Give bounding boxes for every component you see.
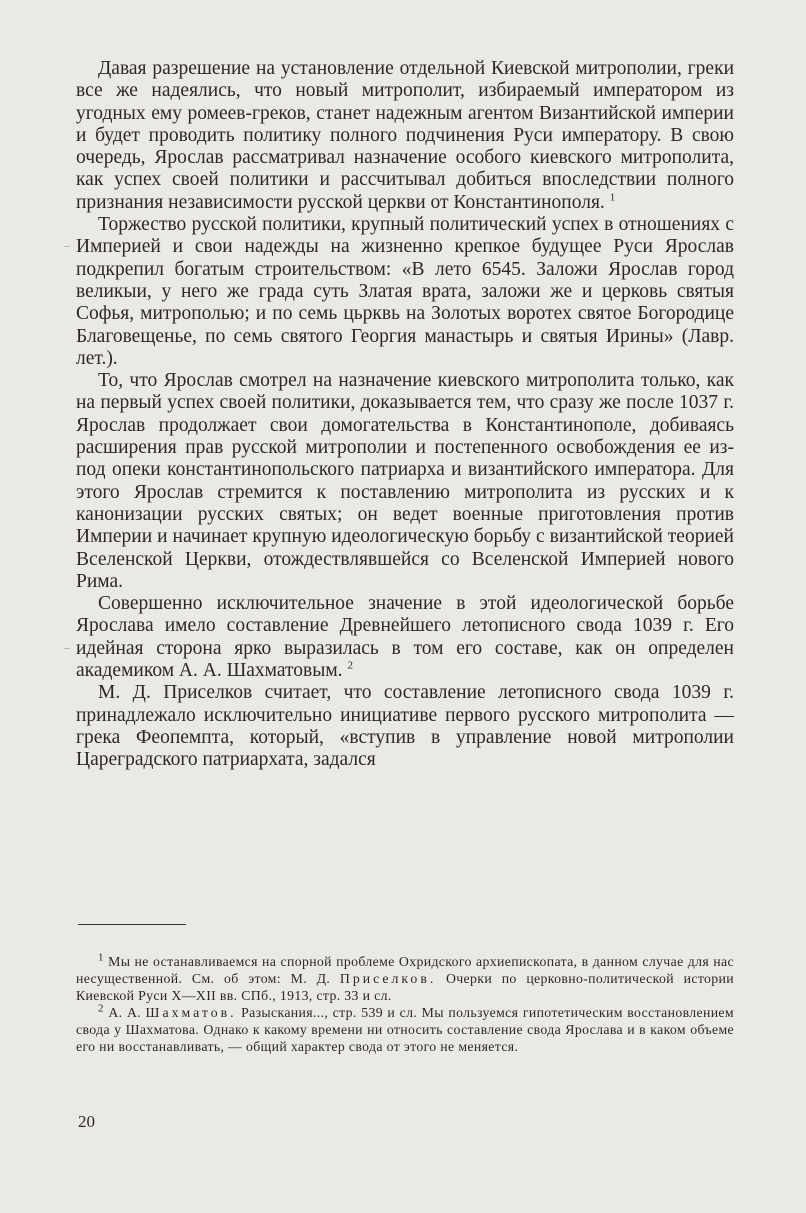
- footnote-1-source: Очерки по церковно-политической истории Киевской Руси X—XII вв. СПб., 1913, стр. 33 и сл.: [76, 971, 734, 1004]
- paragraph-2: [76, 214, 734, 370]
- footnote-2-mark: 2: [98, 1002, 104, 1015]
- footnote-2-text: Разыскания..., стр. 539 и сл. Мы пользуемся гипотетическим восстановлением свода у Шахматова. Однако к какому времени ни относить составление свода Ярослава и в каком объеме его ни восстанавливать, — общий характер свода от этого не меняется.: [76, 1005, 734, 1055]
- footnote-1: [76, 953, 734, 1004]
- paragraph-3: [76, 370, 734, 593]
- footnote-2-author: Шахматов.: [145, 1005, 237, 1021]
- paragraph-4-text: Совершенно исключительное значение в этой идеологической борьбе Ярослава имело составление Древнейшего летописного свода 1039 г. Его идейная сторона ярко выразилась в том его составе, как он определен академиком А. А. Шахматовым.: [76, 593, 734, 682]
- footnote-divider: [78, 924, 186, 925]
- footnote-1-mark: 1: [98, 951, 104, 964]
- paragraph-5-text: М. Д. Приселков считает, что составление летописного свода 1039 г. принадлежало исключительно инициативе первого русского митрополита — грека Феопемпта, который, «вступив в управление новой митрополии Цареградского патриархата, задался: [76, 682, 734, 771]
- margin-mark: [64, 246, 70, 247]
- footnote-ref-1[interactable]: 1: [609, 191, 616, 204]
- main-text: [76, 58, 734, 772]
- margin-mark: [64, 648, 70, 649]
- paragraph-3-text: То, что Ярослав смотрел на назначение киевского митрополита только, как на первый успех своей политики, доказывается тем, что сразу же после 1037 г. Ярослав продолжает свои домогательства в Константинополе, добиваясь расширения прав русской митрополии и постепенного освобождения ее из-под опеки константинопольского патриарха и византийского императора. Для этого Ярослав стремится к поставлению митрополита из русских и к канонизации русских святых; он ведет военные приготовления против Империи и начинает крупную идеологическую борьбу с византийской теорией Вселенской Церкви, отождествлявшейся со Вселенской Империей нового Рима.: [76, 370, 734, 592]
- paragraph-2-text: Торжество русской политики, крупный политический успех в отношениях с Империей и свои надежды на жизненно крепкое будущее Руси Ярослав подкрепил богатым строительством: «В лето 6545. Заложи Ярослав город великыи, у него же града суть Златая врата, заложи же и церковь святыя Софья, митрополью; и по семь цьрквь на Золотых воротех святое Богородице Благовещенье, по семь святого Георгия манастырь и святыя Ирины» (Лавр. лет.).: [76, 214, 734, 369]
- paragraph-1-text: Давая разрешение на установление отдельной Киевской митрополии, греки все же надеялись, что новый митрополит, избираемый императором из угодных ему ромеев-греков, станет надежным агентом Византийской империи и будет проводить политику полного подчинения Руси императору. В свою очередь, Ярослав рассматривал назначение особого киевского митрополита, как успех своей политики и рассчитывал добиться впоследствии полного признания независимости русской церкви от Константинополя.: [76, 58, 734, 213]
- paragraph-5: [76, 682, 734, 771]
- footnote-ref-2[interactable]: 2: [347, 659, 353, 672]
- footnote-1-author: Приселков.: [339, 971, 437, 987]
- paragraph-1: [76, 58, 734, 214]
- footnote-1-text: Мы не останавливаемся на спорной проблеме Охридского архиепископата, в данном случае для нас несущественной. См. об этом: М. Д.: [76, 954, 734, 987]
- page-number: 20: [78, 1112, 95, 1131]
- footnotes: [76, 953, 734, 1056]
- paragraph-4: [76, 593, 734, 682]
- footnote-2: [76, 1004, 734, 1055]
- footnote-2-initials: А. А.: [108, 1005, 146, 1021]
